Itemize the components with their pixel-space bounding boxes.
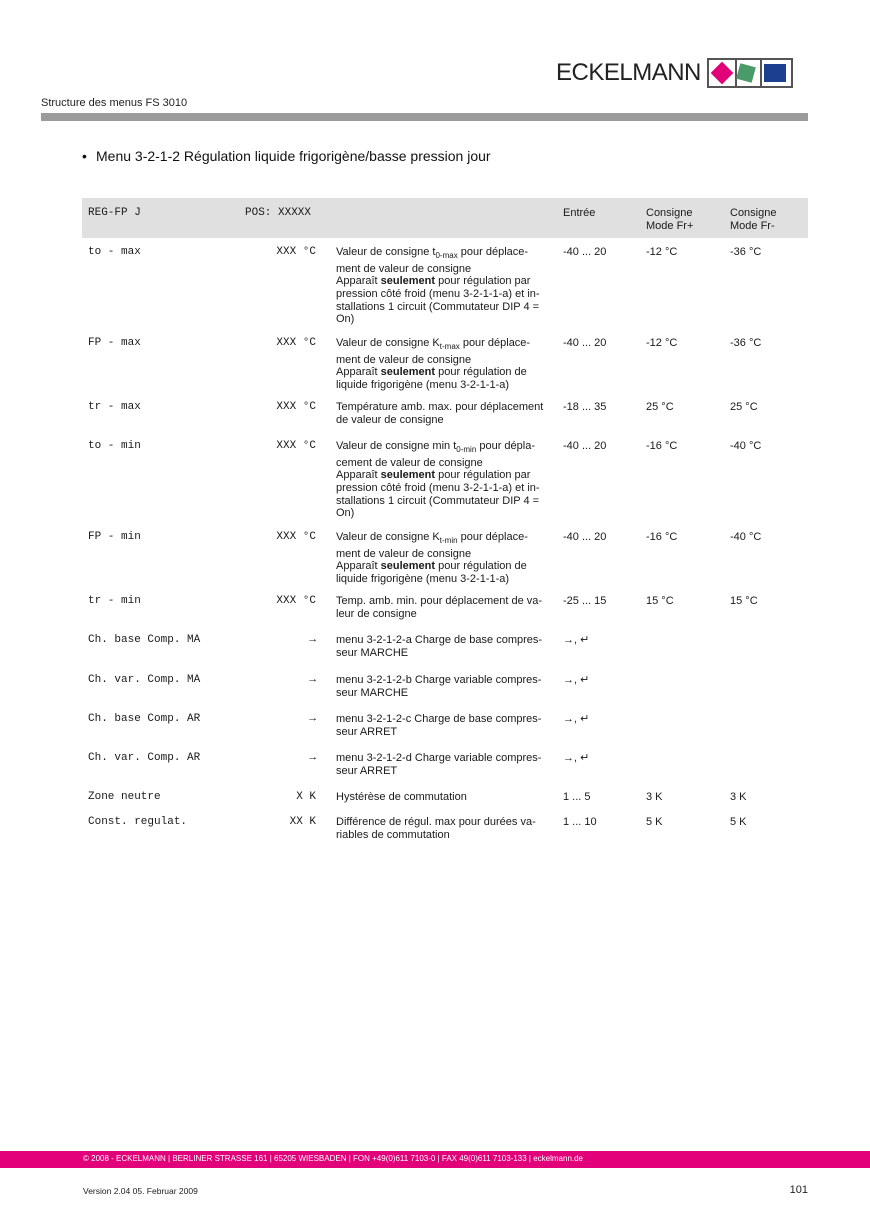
row-description: [336, 816, 552, 841]
row-param: Ch. var. Comp. AR: [88, 752, 201, 764]
row-description: [336, 401, 552, 426]
row-description-text: Temp. amb. min. pour déplacement de va- leur de consigne: [336, 595, 543, 620]
row-description-text: pour déplace- ment de valeur de consigne Apparaît: [336, 246, 529, 288]
row-entry: -25 ... 15: [563, 595, 607, 607]
row-description: [336, 440, 552, 520]
row-description-text: pour régulation par pression côté froid (menu 3-2-1-1-a) et in- stallations 1 circuit (Commutateur DIP 4 = On): [336, 469, 540, 520]
row-unit: →: [309, 752, 316, 764]
footer-bar: [0, 1151, 870, 1168]
header-param: REG-FP J: [88, 207, 141, 219]
row-description: [336, 337, 552, 392]
row-entry: -40 ... 20: [563, 531, 607, 543]
brand-mark-icon: [707, 58, 793, 88]
row-setpoint-minus: -40 °C: [730, 440, 762, 452]
header-divider: [41, 113, 808, 121]
row-description-text: Valeur de consigne min t: [336, 440, 457, 452]
document-title: Structure des menus FS 3010: [41, 97, 188, 109]
row-param: Ch. var. Comp. MA: [88, 674, 201, 686]
row-description-text: menu 3-2-1-2-b Charge variable compres- seur MARCHE: [336, 674, 542, 699]
bullet-icon: •: [82, 148, 87, 164]
row-setpoint-minus: -36 °C: [730, 246, 762, 258]
row-description-text: pour déplace- ment de valeur de consigne Apparaît: [336, 337, 531, 379]
row-description-text: Différence de régul. max pour durées va- riables de commutation: [336, 816, 536, 841]
row-description-text: pour régulation de liquide frigorigène (menu 3-2-1-1-a): [336, 366, 527, 391]
row-param: to - max: [88, 246, 141, 258]
row-description-subscript: 0-min: [456, 445, 477, 455]
row-param: FP - max: [88, 337, 141, 349]
header-entry: Entrée: [563, 207, 596, 219]
row-entry: -40 ... 20: [563, 246, 607, 258]
row-description-text: Hystérèse de commutation: [336, 791, 467, 803]
row-description-emphasis: seulement: [380, 366, 436, 379]
row-entry: -40 ... 20: [563, 440, 607, 452]
row-description-emphasis: seulement: [380, 275, 436, 288]
version-info: Version 2.04 05. Februar 2009: [83, 1186, 198, 1196]
row-description: [336, 791, 552, 804]
row-unit: →: [309, 713, 316, 725]
row-description-text: menu 3-2-1-2-c Charge de base compres- seur ARRET: [336, 713, 542, 738]
header-mode-plus: Consigne Mode Fr+: [646, 207, 694, 232]
row-entry: →, ↵: [563, 674, 590, 686]
row-entry: 1 ... 10: [563, 816, 597, 828]
row-unit: XXX °C: [276, 337, 316, 349]
row-description: [336, 674, 552, 699]
row-description: [336, 752, 552, 777]
row-param: Const. regulat.: [88, 816, 188, 828]
row-param: tr - max: [88, 401, 141, 413]
row-entry: -18 ... 35: [563, 401, 607, 413]
row-param: Ch. base Comp. MA: [88, 634, 201, 646]
row-description: [336, 531, 552, 586]
row-unit: XXX °C: [276, 246, 316, 258]
row-unit: XXX °C: [276, 440, 316, 452]
page-number: 101: [789, 1184, 808, 1196]
footer-address: © 2008 - ECKELMANN | BERLINER STRASSE 161 | 65205 WIESBADEN | FON +49(0)611 7103-0 | FAX 49(0)611 7103-133 | eckelmann.de: [83, 1154, 584, 1163]
row-unit: XXX °C: [276, 401, 316, 413]
row-description-text: menu 3-2-1-2-d Charge variable compres- seur ARRET: [336, 752, 542, 777]
section-heading: [82, 148, 491, 164]
row-description-text: Valeur de consigne K: [336, 531, 440, 543]
row-param: Ch. base Comp. AR: [88, 713, 201, 725]
row-description-text: menu 3-2-1-2-a Charge de base compres- seur MARCHE: [336, 634, 543, 659]
row-param: FP - min: [88, 531, 141, 543]
row-description: [336, 713, 552, 738]
row-entry: -40 ... 20: [563, 337, 607, 349]
row-description-subscript: t-min: [439, 536, 458, 546]
row-setpoint-plus: 3 K: [646, 791, 663, 803]
row-unit: XX K: [289, 816, 316, 828]
row-entry: 1 ... 5: [563, 791, 591, 803]
row-param: to - min: [88, 440, 141, 452]
row-param: Zone neutre: [88, 791, 161, 803]
row-unit: XXX °C: [276, 531, 316, 543]
row-unit: XXX °C: [276, 595, 316, 607]
row-setpoint-plus: 25 °C: [646, 401, 674, 413]
row-setpoint-plus: 15 °C: [646, 595, 674, 607]
row-description-subscript: t-max: [439, 342, 460, 352]
row-description-emphasis: seulement: [380, 469, 436, 482]
row-setpoint-minus: 5 K: [730, 816, 747, 828]
row-setpoint-minus: 15 °C: [730, 595, 758, 607]
row-entry: →, ↵: [563, 634, 590, 646]
row-description-text: Valeur de consigne t: [336, 246, 436, 258]
row-description: [336, 246, 552, 326]
row-setpoint-plus: 5 K: [646, 816, 663, 828]
row-setpoint-plus: -16 °C: [646, 440, 678, 452]
row-description-text: pour dépla- cement de valeur de consigne Apparaît: [336, 440, 535, 482]
row-entry: →, ↵: [563, 752, 590, 764]
section-heading-text: Menu 3-2-1-2 Régulation liquide frigorigène/basse pression jour: [96, 148, 491, 164]
brand-name: ECKELMANN: [556, 59, 701, 86]
row-setpoint-minus: 25 °C: [730, 401, 758, 413]
row-unit: X K: [296, 791, 316, 803]
row-setpoint-plus: -16 °C: [646, 531, 678, 543]
row-setpoint-minus: -36 °C: [730, 337, 762, 349]
row-unit: →: [309, 674, 316, 686]
row-description-subscript: 0-max: [435, 251, 458, 261]
row-description-text: Valeur de consigne K: [336, 337, 440, 349]
header-mode-minus: Consigne Mode Fr-: [730, 207, 777, 232]
row-entry: →, ↵: [563, 713, 590, 725]
row-setpoint-plus: -12 °C: [646, 337, 678, 349]
row-description-text: pour déplace- ment de valeur de consigne Apparaît: [336, 531, 528, 573]
row-unit: →: [309, 634, 316, 646]
row-description-text: pour régulation par pression côté froid (menu 3-2-1-1-a) et in- stallations 1 circuit (Commutateur DIP 4 = On): [336, 275, 540, 326]
row-description: [336, 595, 552, 620]
row-description-text: Température amb. max. pour déplacement de valeur de consigne: [336, 401, 544, 426]
header-pos: POS: XXXXX: [245, 207, 312, 219]
row-setpoint-minus: 3 K: [730, 791, 747, 803]
row-description-text: pour régulation de liquide frigorigène (menu 3-2-1-1-a): [336, 560, 527, 585]
row-setpoint-minus: -40 °C: [730, 531, 762, 543]
row-setpoint-plus: -12 °C: [646, 246, 678, 258]
row-description-emphasis: seulement: [380, 560, 436, 573]
row-param: tr - min: [88, 595, 141, 607]
row-description: [336, 634, 552, 659]
brand-logo: [556, 58, 793, 88]
